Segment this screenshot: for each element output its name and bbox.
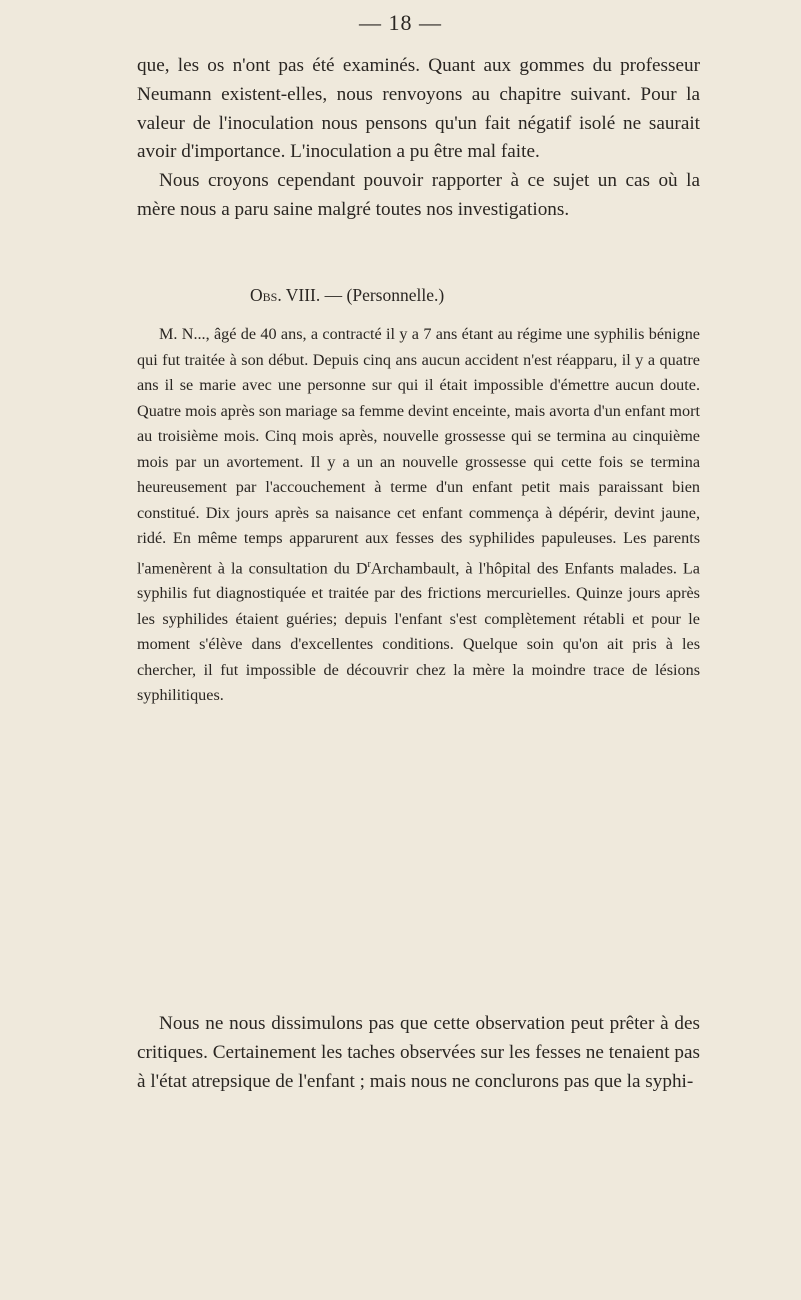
closing-text (137, 1010, 700, 1096)
intro-text (137, 52, 700, 225)
observation-heading (0, 285, 801, 306)
doctor-abbrev-sup: r (367, 558, 371, 570)
observation-text (137, 322, 700, 709)
intro-paragraph-1: que, les os n'ont pas été examinés. Quant aux gommes du professeur Neumann existent-elles, nous renvoyons au chapitre suivant. Pour la valeur de l'inoculation nous pensons qu'un fait négatif isolé ne saurait avoir d'importance. L'inoculation a pu être mal faite. (137, 55, 700, 163)
observation-title: VIII. — (Personnelle.) (285, 285, 445, 305)
closing-paragraph: Nous ne nous dissimulons pas que cette observation peut prêter à des critiques. Certainement les taches observées sur les fesses ne tenaient pas à l'état atrepsique de l'enfant ; mais nous ne conclurons pas que la syphi- (137, 1013, 700, 1092)
intro-paragraph-2: Nous croyons cependant pouvoir rapporter à ce sujet un cas où la mère nous a paru saine malgré toutes nos investigations. (137, 170, 700, 220)
observation-text-part-1: M. N..., âgé de 40 ans, a contracté il y a 7 ans étant au régime une syphilis bénigne qui fut traitée à son début. Depuis cinq ans aucun accident n'est réapparu, il y a quatre ans il se marie avec une personne sur qui il était impossible d'émettre aucun doute. Quatre mois après son mariage sa femme devint enceinte, mais avorta d'un enfant mort au troisième mois. Cinq mois après, nouvelle grossesse qui se termina au cinquième mois par un avortement. Il y a un an nouvelle grossesse qui cette fois se termina heureusement par l'accouchement à terme d'un enfant petit mais paraissant bien constitué. Dix jours après sa naisance cet enfant commença à dépérir, devint jaune, ridé. En même temps apparurent aux fesses des syphilides papuleuses. Les parents l'amenèrent à la consultation du D (137, 325, 700, 577)
page-number: — 18 — (359, 10, 442, 35)
observation-paragraph (137, 322, 700, 709)
observation-label: Obs. (250, 285, 282, 305)
observation-text-part-2: Archambault, à l'hôpital des Enfants malades. La syphilis fut diagnostiquée et traitée par des frictions mercurielles. Quinze jours après les syphilides étaient guéries; depuis l'enfant s'est complètement rétabli et pour le moment s'élève dans d'excellentes conditions. Quelque soin qu'on ait pris à les chercher, il fut impossible de découvrir chez la mère la moindre trace de lésions syphilitiques. (137, 558, 700, 705)
